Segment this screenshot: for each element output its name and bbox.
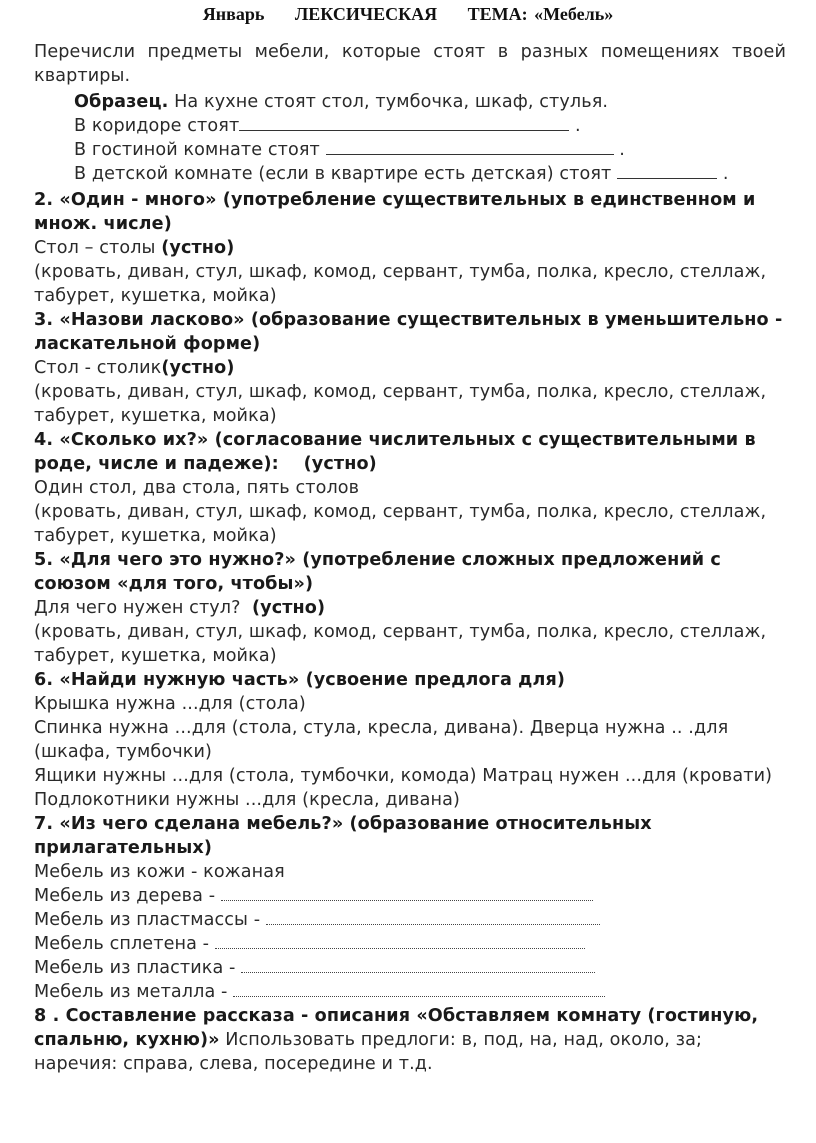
task7-item [34, 884, 786, 908]
task7-item-text: Мебель из пластика - [34, 958, 236, 978]
task1-line-corridor-text: В коридоре стоят [74, 116, 240, 136]
task4-example: Один стол, два стола, пять столов [34, 478, 360, 498]
task7-item [34, 980, 786, 1004]
task6-line4: Подлокотники нужны ...для (кресла, дивана) [34, 790, 460, 810]
page-header [0, 4, 816, 25]
period: . [575, 116, 581, 136]
task3-words: (кровать, диван, стул, шкаф, комод, сервант, тумба, полка, кресло, стеллаж, табурет, кушетка, мойка) [34, 382, 767, 426]
task4-mode: (устно) [303, 454, 377, 474]
task2-example [34, 236, 786, 260]
header-topic-label: ЛЕКСИЧЕСКАЯ [294, 4, 438, 24]
task1-sample-text: На кухне стоят стол, тумбочка, шкаф, стулья. [174, 92, 609, 112]
task2-example-text: Стол – столы [34, 238, 156, 258]
task1-line-corridor [34, 114, 786, 138]
task8-title: 8 . Составление рассказа - описания «Обставляем комнату (гостиную, спальню, кухню)» [34, 1006, 759, 1050]
task2-mode: (устно) [161, 238, 235, 258]
task1-sample-label: Образец. [74, 92, 169, 112]
task6-line2: Спинка нужна ...для (стола, стула, кресла, дивана). Дверца нужна .. .для (шкафа, тумбочки) [34, 718, 729, 762]
task7-item-text: Мебель из дерева - [34, 886, 216, 906]
task7-item-text: Мебель сплетена - [34, 934, 210, 954]
task8-text: Использовать предлоги: в, под, на, над, около, за; наречия: справа, слева, посередине и т.д. [34, 1030, 703, 1074]
task5-title: 5. «Для чего это нужно?» (употребление сложных предложений с союзом «для того, чтобы») [34, 550, 721, 594]
task1-line-living-room-text: В гостиной комнате стоят [74, 140, 320, 160]
task1-line-living-room [34, 138, 786, 162]
answer-blank[interactable] [326, 140, 614, 155]
task6-line1: Крышка нужна ...для (стола) [34, 694, 306, 714]
answer-dotted-line[interactable] [221, 886, 593, 901]
task1-line-nursery [34, 162, 786, 186]
task6-title: 6. «Найди нужную часть» (усвоение предлога для) [34, 670, 566, 690]
answer-dotted-line[interactable] [266, 910, 600, 925]
task7-item [34, 932, 786, 956]
task7-item [34, 956, 786, 980]
header-month: Январь [202, 4, 265, 24]
task3-mode: (устно) [161, 358, 235, 378]
task5-example-text: Для чего нужен стул? [34, 598, 241, 618]
answer-blank[interactable] [617, 164, 717, 179]
task2-words: (кровать, диван, стул, шкаф, комод, сервант, тумба, полка, кресло, стеллаж, табурет, кушетка, мойка) [34, 262, 767, 306]
answer-dotted-line[interactable] [241, 958, 595, 973]
task3-title: 3. «Назови ласково» (образование существительных в уменьшительно - ласкательной форме) [34, 310, 783, 354]
task3-example [34, 356, 786, 380]
worksheet-content [34, 40, 786, 1076]
task5-mode: (устно) [251, 598, 326, 618]
period: . [619, 140, 625, 160]
answer-blank[interactable] [239, 116, 569, 131]
period: . [722, 164, 729, 184]
task3-example-text: Стол - столик [34, 358, 162, 378]
task6-line3: Ящики нужны ...для (стола, тумбочки, комода) Матрац нужен ...для (кровати) [34, 766, 773, 786]
task4-title-text: 4. «Сколько их?» (согласование числительных с существительными в роде, числе и падеже): [34, 430, 756, 474]
task7-item-text: Мебель из пластмассы - [34, 910, 261, 930]
task2-title: 2. «Один - много» (употребление существительных в единственном и множ. числе) [34, 190, 756, 234]
task1-instruction: Перечисли предметы мебели, которые стоят в разных помещениях твоей квартиры. [34, 42, 786, 86]
answer-dotted-line[interactable] [233, 982, 605, 997]
answer-dotted-line[interactable] [215, 934, 585, 949]
task4-title [34, 428, 786, 476]
task5-example [34, 596, 786, 620]
task7-example: Мебель из кожи - кожаная [34, 862, 285, 882]
task1-line-nursery-text: В детской комнате (если в квартире есть детская) стоят [74, 164, 612, 184]
task7-title: 7. «Из чего сделана мебель?» (образование относительных прилагательных) [34, 814, 652, 858]
task1-sample [34, 90, 786, 114]
task4-words: (кровать, диван, стул, шкаф, комод, сервант, тумба, полка, кресло, стеллаж, табурет, кушетка, мойка) [34, 502, 767, 546]
task7-item [34, 908, 786, 932]
task7-item-text: Мебель из металла - [34, 982, 228, 1002]
task8 [34, 1004, 786, 1076]
task5-words: (кровать, диван, стул, шкаф, комод, сервант, тумба, полка, кресло, стеллаж, табурет, кушетка, мойка) [34, 622, 767, 666]
header-topic: ТЕМА: «Мебель» [467, 4, 614, 24]
